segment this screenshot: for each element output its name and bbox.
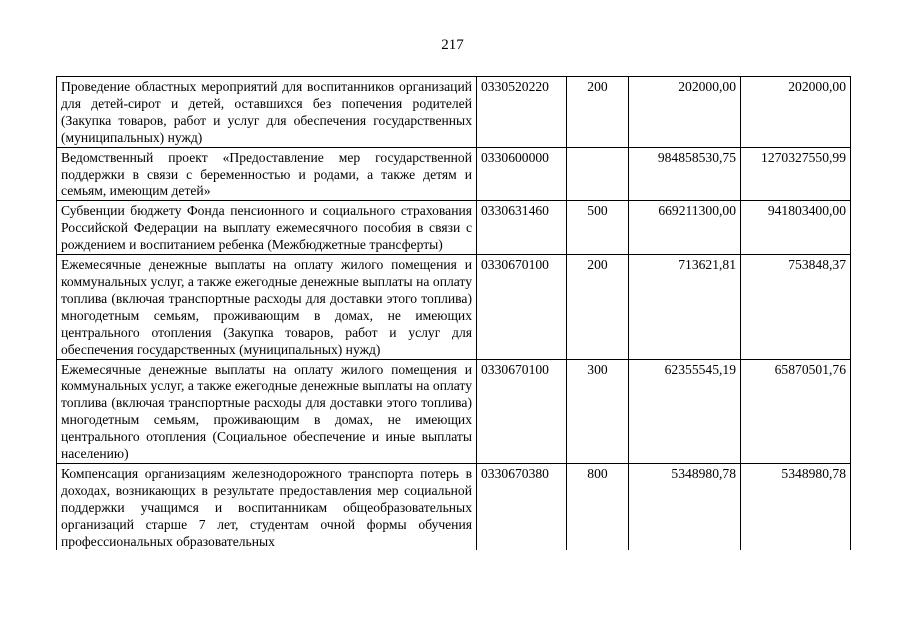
- expense-type-cell: [567, 147, 629, 201]
- amount-year1-cell: 984858530,75: [629, 147, 741, 201]
- amount-year1-cell: 669211300,00: [629, 201, 741, 255]
- expense-name-cell: Проведение областных мероприятий для воспитанников организаций для детей-сирот и детей, оставшихся без попечения родителей (Закупка товаров, работ и услуг для обеспечения государственных (муниципальных) нужд): [57, 77, 477, 148]
- amount-year2-cell: 941803400,00: [741, 201, 851, 255]
- expense-type-cell: 200: [567, 77, 629, 148]
- amount-year1-cell: 62355545,19: [629, 359, 741, 463]
- expense-type-cell: 500: [567, 201, 629, 255]
- expense-type-cell: 200: [567, 255, 629, 359]
- table-row: [57, 77, 851, 148]
- expense-name-cell: Ежемесячные денежные выплаты на оплату жилого помещения и коммунальных услуг, а также ежегодные денежные выплаты на оплату топлива (включая транспортные расходы для доставки этого топлива) многодетным семьям, проживающим в домах, не имеющих центрального отопления (Социальное обеспечение и иные выплаты населению): [57, 359, 477, 463]
- target-code-cell: 0330670380: [477, 463, 567, 550]
- amount-year2-cell: 1270327550,99: [741, 147, 851, 201]
- expense-type-cell: 800: [567, 463, 629, 550]
- target-code-cell: 0330631460: [477, 201, 567, 255]
- table-row: [57, 255, 851, 359]
- amount-year2-cell: 65870501,76: [741, 359, 851, 463]
- table-row: [57, 463, 851, 550]
- amount-year2-cell: 753848,37: [741, 255, 851, 359]
- target-code-cell: 0330670100: [477, 255, 567, 359]
- table-row: [57, 147, 851, 201]
- budget-table: [56, 76, 851, 550]
- page-number: 217: [441, 37, 464, 53]
- expense-name-cell: Ведомственный проект «Предоставление мер государственной поддержки в связи с беременностью и родами, а также детям и семьям, имеющим детей»: [57, 147, 477, 201]
- amount-year1-cell: 713621,81: [629, 255, 741, 359]
- expense-type-cell: 300: [567, 359, 629, 463]
- table-row: [57, 359, 851, 463]
- table-row: [57, 201, 851, 255]
- expense-name-cell: Ежемесячные денежные выплаты на оплату жилого помещения и коммунальных услуг, а также ежегодные денежные выплаты на оплату топлива (включая транспортные расходы для доставки этого топлива) многодетным семьям, проживающим в домах, не имеющих центрального отопления (Закупка товаров, работ и услуг для обеспечения государственных (муниципальных) нужд): [57, 255, 477, 359]
- expense-name-cell: Субвенции бюджету Фонда пенсионного и социального страхования Российской Федерации на выплату ежемесячного пособия в связи с рождением и воспитанием ребенка (Межбюджетные трансферты): [57, 201, 477, 255]
- expense-name-cell: Компенсация организациям железнодорожного транспорта потерь в доходах, возникающих в результате предоставления мер социальной поддержки учащимся и воспитанникам общеобразовательных организаций старше 7 лет, студентам очной формы обучения профессиональных образовательных: [57, 463, 477, 550]
- target-code-cell: 0330600000: [477, 147, 567, 201]
- amount-year1-cell: 5348980,78: [629, 463, 741, 550]
- amount-year2-cell: 5348980,78: [741, 463, 851, 550]
- amount-year2-cell: 202000,00: [741, 77, 851, 148]
- target-code-cell: 0330670100: [477, 359, 567, 463]
- amount-year1-cell: 202000,00: [629, 77, 741, 148]
- target-code-cell: 0330520220: [477, 77, 567, 148]
